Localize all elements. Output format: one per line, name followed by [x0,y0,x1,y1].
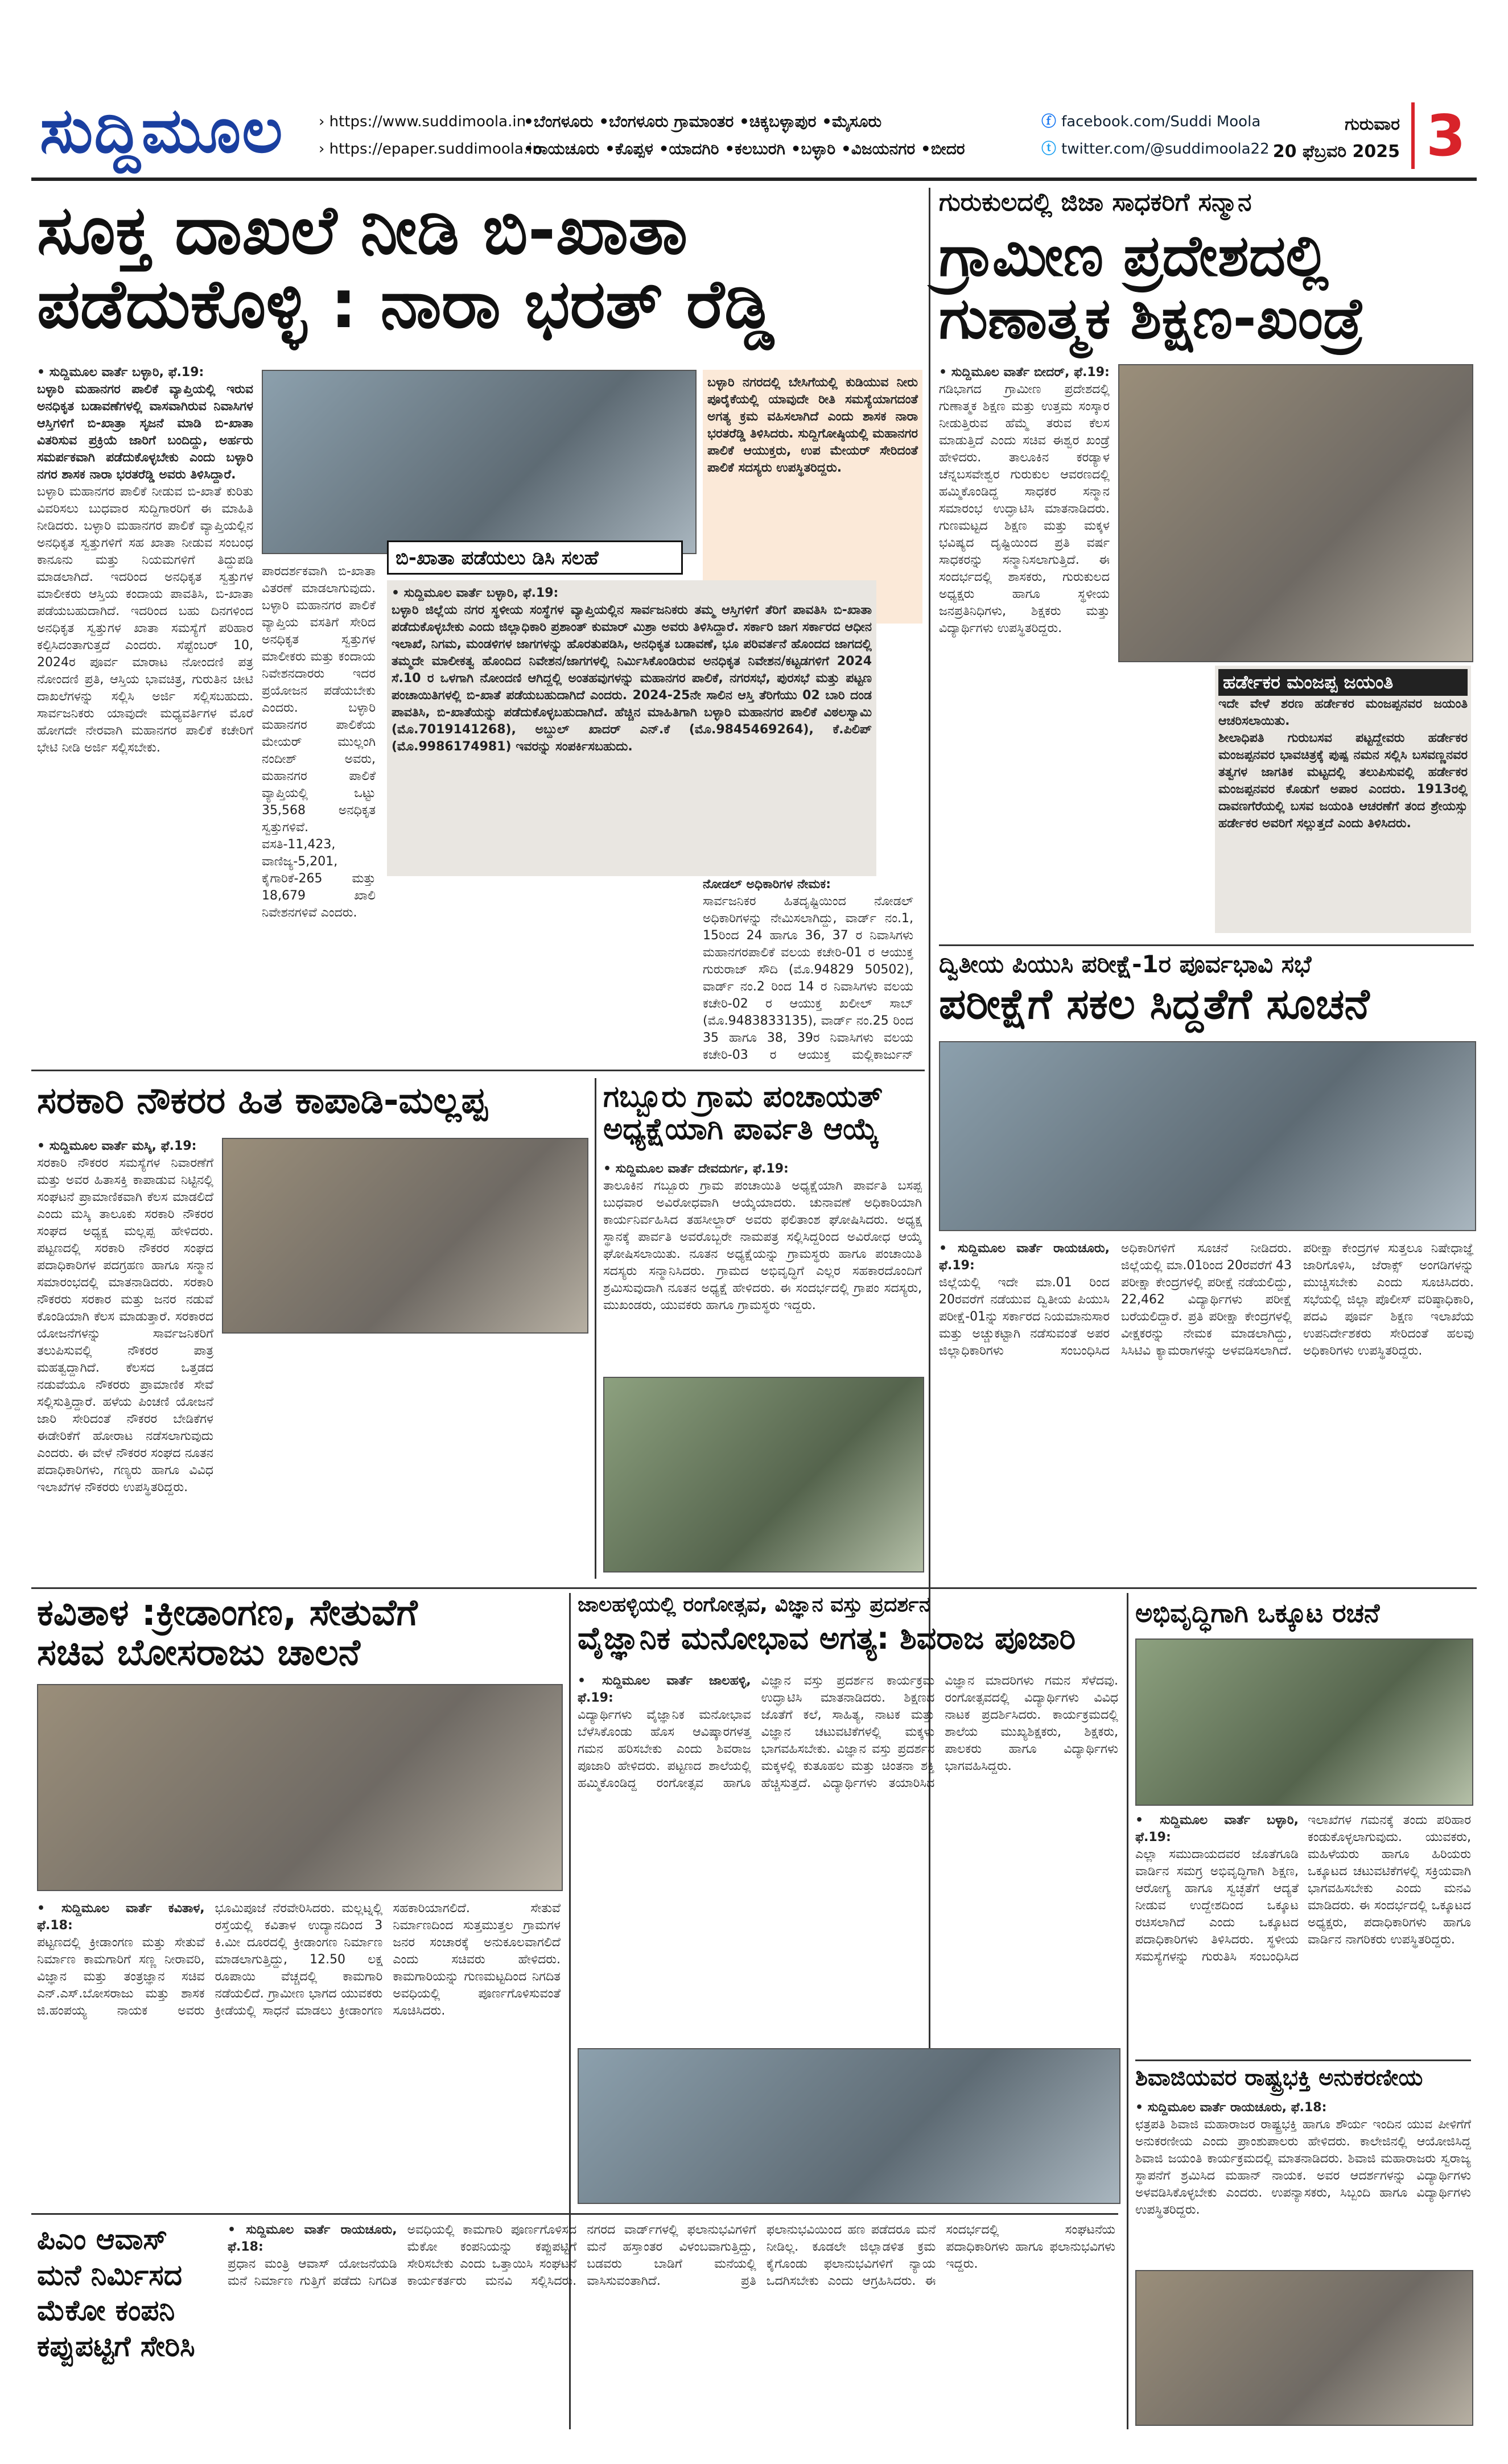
lead-headline-line-2: ಪಡೆದುಕೊಳ್ಳಿ : ನಾರಾ ಭರತ್ ರೆಡ್ಡಿ [37,264,774,343]
puc-body-text: ಜಿಲ್ಲೆಯಲ್ಲಿ ಇದೇ ಮಾ.01 ರಿಂದ 20ರವರೆಗೆ ನಡೆಯುವ ದ್ವಿತೀಯ ಪಿಯುಸಿ ಪರೀಕ್ಷೆ-01ನ್ನು ಸರ್ಕಾರದ ನಿಯಮಾನುಸಾರ ಮತ್ತು ಅಚ್ಚುಕಟ್ಟಾಗಿ ನಡೆಸುವಂತೆ ಅಪರ ಜಿಲ್ಲಾಧಿಕಾರಿಗಳು ಸಂಬಂಧಿಸಿದ ಅಧಿಕಾರಿಗಳಿಗೆ ಸೂಚನೆ ನೀಡಿದರು. ಜಿಲ್ಲೆಯಲ್ಲಿ ಮಾ.01ರಿಂದ 20ರವರೆಗೆ 43 ಪರೀಕ್ಷಾ ಕೇಂದ್ರಗಳಲ್ಲಿ ಪರೀಕ್ಷೆ ನಡೆಯಲಿದ್ದು, 22,462 ವಿದ್ಯಾರ್ಥಿಗಳು ಪರೀಕ್ಷೆ ಬರೆಯಲಿದ್ದಾರೆ. ಪ್ರತಿ ಪರೀಕ್ಷಾ ಕೇಂದ್ರಗಳಲ್ಲಿ ವೀಕ್ಷಕರನ್ನು ನೇಮಕ ಮಾಡಲಾಗಿದ್ದು, ಸಿಸಿಟಿವಿ ಕ್ಯಾಮರಾಗಳನ್ನು ಅಳವಡಿಸಲಾಗಿದೆ. ಪರೀಕ್ಷಾ ಕೇಂದ್ರಗಳ ಸುತ್ತಲೂ ನಿಷೇಧಾಜ್ಞೆ ಜಾರಿಗೊಳಿಸಿ, ಜೆರಾಕ್ಸ್ ಅಂಗಡಿಗಳನ್ನು ಮುಚ್ಚಿಸಬೇಕು ಎಂದು ಸೂಚಿಸಿದರು. ಸಭೆಯಲ್ಲಿ ಜಿಲ್ಲಾ ಪೊಲೀಸ್ ವರಿಷ್ಠಾಧಿಕಾರಿ, ಪದವಿ ಪೂರ್ವ ಶಿಕ್ಷಣ ಇಲಾಖೆಯ ಉಪನಿರ್ದೇಶಕರು ಸೇರಿದಂತೆ ಹಲವು ಅಧಿಕಾರಿಗಳು ಉಪಸ್ಥಿತರಿದ್ದರು. [939,1241,1474,1358]
panchayat-photo [603,1377,924,1572]
puc-dateline: • ಸುದ್ದಿಮೂಲ ವಾರ್ತೆ ರಾಯಚೂರು, ಫೆ.19: [939,1241,1110,1273]
gurukula-photo [1118,364,1473,662]
gurukula-body [939,364,1110,933]
lead-intro: ಬಳ್ಳಾರಿ ಮಹಾನಗರ ಪಾಲಿಕೆ ವ್ಯಾಪ್ತಿಯಲ್ಲಿ ಇರುವ ಅನಧಿಕೃತ ಬಡಾವಣೆಗಳಲ್ಲಿ ವಾಸವಾಗಿರುವ ನಿವಾಸಿಗಳ ಆಸ್ತಿಗಳಿಗೆ ಬಿ-ಖಾತ್ರಾ ಸೃಜನೆ ಮಾಡಿ ಬಿ-ಖಾತಾ ವಿತರಿಸುವ ಪ್ರಕ್ರಿಯೆ ಜಾರಿಗೆ ಬಂದಿದ್ದು, ಅರ್ಹರು ಸಮರ್ಪಕವಾಗಿ ಪಡೆದುಕೊಳ್ಳಬೇಕು ಎಂದು ಬಳ್ಳಾರಿ ನಗರ ಶಾಸಕ ನಾರಾ ಭರತರೆಡ್ಡಿ ಅವರು ತಿಳಿಸಿದ್ದಾರೆ. [37,382,253,482]
panchayat-headline-line-2: ಅಧ್ಯಕ್ಷೆಯಾಗಿ ಪಾರ್ವತಿ ಆಯ್ಕೆ [603,1112,879,1147]
shivaji-body-text: ಛತ್ರಪತಿ ಶಿವಾಜಿ ಮಹಾರಾಜರ ರಾಷ್ಟ್ರಭಕ್ತಿ ಹಾಗೂ ಶೌರ್ಯ ಇಂದಿನ ಯುವ ಪೀಳಿಗೆಗೆ ಅನುಕರಣೀಯ ಎಂದು ಪ್ರಾಂಶುಪಾಲರು ಹೇಳಿದರು. ಕಾಲೇಜಿನಲ್ಲಿ ಆಯೋಜಿಸಿದ್ದ ಶಿವಾಜಿ ಜಯಂತಿ ಕಾರ್ಯಕ್ರಮದಲ್ಲಿ ಮಾತನಾಡಿದರು. ಶಿವಾಜಿ ಮಹಾರಾಜರು ಸ್ವರಾಜ್ಯ ಸ್ಥಾಪನೆಗೆ ಶ್ರಮಿಸಿದ ಮಹಾನ್ ನಾಯಕ. ಅವರ ಆದರ್ಶಗಳನ್ನು ವಿದ್ಯಾರ್ಥಿಗಳು ಅಳವಡಿಸಿಕೊಳ್ಳಬೇಕು ಎಂದರು. ಉಪನ್ಯಾಸಕರು, ಸಿಬ್ಬಂದಿ ಹಾಗೂ ವಿದ್ಯಾರ್ಥಿಗಳು ಉಪಸ್ಥಿತರಿದ್ದರು. [1135,2118,1471,2217]
lead-headline-line-1: ಸೂಕ್ತ ದಾಖಲೆ ನೀಡಿ ಬಿ-ಖಾತಾ [37,191,688,269]
science-body-text: ವಿದ್ಯಾರ್ಥಿಗಳು ವೈಜ್ಞಾನಿಕ ಮನೋಭಾವ ಬೆಳೆಸಿಕೊಂಡು ಹೊಸ ಆವಿಷ್ಕಾರಗಳತ್ತ ಗಮನ ಹರಿಸಬೇಕು ಎಂದು ಶಿವರಾಜ ಪೂಜಾರಿ ಹೇಳಿದರು. ಪಟ್ಟಣದ ಶಾಲೆಯಲ್ಲಿ ಹಮ್ಮಿಕೊಂಡಿದ್ದ ರಂಗೋತ್ಸವ ಹಾಗೂ ವಿಜ್ಞಾನ ವಸ್ತು ಪ್ರದರ್ಶನ ಕಾರ್ಯಕ್ರಮ ಉದ್ಘಾಟಿಸಿ ಮಾತನಾಡಿದರು. ಶಿಕ್ಷಣದ ಜೊತೆಗೆ ಕಲೆ, ಸಾಹಿತ್ಯ, ನಾಟಕ ಮತ್ತು ವಿಜ್ಞಾನ ಚಟುವಟಿಕೆಗಳಲ್ಲಿ ಮಕ್ಕಳು ಭಾಗವಹಿಸಬೇಕು. ವಿಜ್ಞಾನ ವಸ್ತು ಪ್ರದರ್ಶನ ಮಕ್ಕಳಲ್ಲಿ ಕುತೂಹಲ ಮತ್ತು ಚಿಂತನಾ ಶಕ್ತಿ ಹೆಚ್ಚಿಸುತ್ತದೆ. ವಿದ್ಯಾರ್ಥಿಗಳು ತಯಾರಿಸಿದ ವಿಜ್ಞಾನ ಮಾದರಿಗಳು ಗಮನ ಸೆಳೆದವು. ರಂಗೋತ್ಸವದಲ್ಲಿ ವಿದ್ಯಾರ್ಥಿಗಳು ವಿವಿಧ ನಾಟಕ ಪ್ರದರ್ಶಿಸಿದರು. ಕಾರ್ಯಕ್ರಮದಲ್ಲಿ ಶಾಲೆಯ ಮುಖ್ಯಶಿಕ್ಷಕರು, ಶಿಕ್ಷಕರು, ಪಾಲಕರು ಹಾಗೂ ವಿದ್ಯಾರ್ಥಿಗಳು ಭಾಗವಹಿಸಿದ್ದರು. [578,1674,1118,1790]
gurukula-headline-line-2: ಗುಣಾತ್ಮಕ ಶಿಕ್ಷಣ-ಖಂಡ್ರೆ [939,285,1365,352]
kavital-headline-line-1: ಕವಿತಾಳ :ಕ್ರೀಡಾಂಗಣ, ಸೇತುವೆಗೆ [37,1592,418,1634]
govt-dateline: • ಸುದ್ದಿಮೂಲ ವಾರ್ತೆ ಮಸ್ಕಿ, ಫೆ.19: [37,1139,197,1153]
panchayat-body [603,1161,922,1365]
govt-photo [222,1138,588,1334]
lead-column-2 [262,563,376,1064]
pm-awas-body [228,2222,1115,2438]
lead-body-3: ಬಳ್ಳಾರಿ ನಗರದಲ್ಲಿ ಬೇಸಿಗೆಯಲ್ಲಿ ಕುಡಿಯುವ ನೀರು ಪೂರೈಕೆಯಲ್ಲಿ ಯಾವುದೇ ರೀತಿ ಸಮಸ್ಯೆಯಾಗದಂತೆ ಅಗತ್ಯ ಕ್ರಮ ವಹಿಸಲಾಗಿದೆ ಎಂದು ಶಾಸಕ ನಾರಾ ಭರತರೆಡ್ಡಿ ತಿಳಿಸಿದರು. ಸುದ್ದಿಗೋಷ್ಠಿಯಲ್ಲಿ ಮಹಾನಗರ ಪಾಲಿಕೆ ಆಯುಕ್ತರು, ಉಪ ಮೇಯರ್ ಸೇರಿದಂತೆ ಪಾಲಿಕೆ ಸದಸ್ಯರು ಉಪಸ್ಥಿತರಿದ್ದರು. [707,375,918,475]
development-body [1135,1812,1471,2051]
dc-dateline: • ಸುದ್ದಿಮೂಲ ವಾರ್ತೆ ಬಳ್ಳಾರಿ, ಫೆ.19: [392,586,559,600]
puc-headline: ಪರೀಕ್ಷೆಗೆ ಸಕಲ ಸಿದ್ದತೆಗೆ ಸೂಚನೆ [939,980,1370,1029]
puc-body [939,1240,1474,1582]
govt-rule [31,1070,925,1071]
masthead-links [319,108,542,163]
puc-rule [939,944,1474,946]
date-label: 20 ಫೆಬ್ರವರಿ 2025 [1272,142,1400,162]
development-dateline: • ಸುದ್ದಿಮೂಲ ವಾರ್ತೆ ಬಳ್ಳಾರಿ, ಫೆ.19: [1135,1813,1299,1844]
panchayat-divider [595,1078,596,1579]
science-photo [578,2048,1120,2204]
govt-headline: ಸರಕಾರಿ ನೌಕರರ ಹಿತ ಕಾಪಾಡಿ-ಮಲ್ಲಪ್ಪ [37,1080,488,1122]
date-block [1263,111,1400,166]
gurukula-side-intro: ಇದೇ ವೇಳೆ ಶರಣ ಹರ್ಡೇಕರ ಮಂಜಪ್ಪನವರ ಜಯಂತಿ ಆಚರಿಸಲಾಯಿತು. [1218,697,1468,728]
development-headline: ಅಭಿವೃದ್ಧಿಗಾಗಿ ಒಕ್ಕೂಟ ರಚನೆ [1135,1598,1380,1628]
facebook-link[interactable]: ⓕ facebook.com/Suddi Moola [1041,113,1261,130]
kavital-photo [37,1684,563,1891]
masthead-rule [31,178,1477,181]
shivaji-body [1135,2099,1471,2264]
gurukula-side-heading: ಹರ್ಡೇಕರ ಮಂಜಪ್ಪ ಜಯಂತಿ [1218,669,1468,696]
kavital-dateline: • ಸುದ್ದಿಮೂಲ ವಾರ್ತೆ ಕವಿತಾಳ, ಫೆ.18: [37,1901,205,1933]
cities-line-2: •ರಾಯಚೂರು •ಕೊಪ್ಪಳ •ಯಾದಗಿರಿ •ಕಲಬುರಗಿ •ಬಳ್ಳಾರಿ •ವಿಜಯನಗರ •ಬೀದರ [524,139,965,158]
cities-line-1: •ಬೆಂಗಳೂರು •ಬೆಂಗಳೂರು ಗ್ರಾಮಾಂತರ •ಚಿಕ್ಕಬಳ್ಳಾಪುರ •ಮೈಸೂರು [524,112,882,131]
shivaji-headline: ಶಿವಾಜಿಯವರ ರಾಷ್ಟ್ರಭಕ್ತಿ ಅನುಕರಣೀಯ [1135,2065,1423,2091]
dc-box [387,580,876,876]
masthead-cities [524,108,965,163]
panchayat-dateline: • ಸುದ್ದಿಮೂಲ ವಾರ್ತೆ ದೇವದುರ್ಗ, ಫೆ.19: [603,1162,789,1176]
website-link[interactable]: › https://www.suddimoola.in [319,113,526,130]
lead-column-1 [37,364,253,1064]
twitter-icon: ⓣ [1041,141,1062,158]
science-headline: ವೈಜ್ಞಾನಿಕ ಮನೋಭಾವ ಅಗತ್ಯ: ಶಿವರಾಜ ಪೂಜಾರಿ [578,1620,1076,1656]
gurukula-side-box [1215,666,1471,933]
puc-photo [939,1041,1476,1231]
gurukula-side-body: ಶೀಲಾಧಿಪತಿ ಗುರುಬಸವ ಪಟ್ಟದ್ದೇವರು ಹರ್ಡೇಕರ ಮಂಜಪ್ಪನವರ ಭಾವಚಿತ್ರಕ್ಕೆ ಪುಷ್ಪ ನಮನ ಸಲ್ಲಿಸಿ ಬಸವಣ್ಣನವರ ತತ್ವಗಳ ಜಾಗತಿಕ ಮಟ್ಟದಲ್ಲಿ ತಲುಪಿಸುವಲ್ಲಿ ಹರ್ಡೇಕರ ಮಂಜಪ್ಪನವರ ಕೊಡುಗೆ ಅಪಾರ ಎಂದರು. 1913ರಲ್ಲಿ ದಾವಣಗೆರೆಯಲ್ಲಿ ಬಸವ ಜಯಂತಿ ಆಚರಣೆಗೆ ತಂದ ಶ್ರೇಯಸ್ಸು ಹರ್ಡೇಕರ ಅವರಿಗೆ ಸಲ್ಲುತ್ತದೆ ಎಂದು ತಿಳಿಸಿದರು. [1218,731,1468,831]
facebook-icon: ⓕ [1041,113,1062,130]
twitter-link[interactable]: ⓣ twitter.com/@suddimoola22 [1041,141,1270,158]
shivaji-photo [1135,2270,1473,2426]
development-photo [1135,1638,1473,1806]
nodal-officers [703,876,913,1064]
science-kicker: ಜಾಲಹಳ್ಳಿಯಲ್ಲಿ ರಂಗೋತ್ಸವ, ವಿಜ್ಞಾನ ವಸ್ತು ಪ್ರದರ್ಶನ [578,1593,930,1616]
panchayat-headline [603,1081,922,1146]
lead-headline [37,193,925,341]
science-dateline: • ಸುದ್ದಿಮೂಲ ವಾರ್ತೆ ಜಾಲಹಳ್ಳಿ, ಫೆ.19: [578,1674,751,1705]
shivaji-rule [1135,2059,1471,2061]
panchayat-body-text: ತಾಲೂಕಿನ ಗಬ್ಬೂರು ಗ್ರಾಮ ಪಂಚಾಯಿತಿ ಅಧ್ಯಕ್ಷೆಯಾಗಿ ಪಾರ್ವತಿ ಬಸಪ್ಪ ಬುಧವಾರ ಅವಿರೋಧವಾಗಿ ಆಯ್ಕೆಯಾದರು. ಚುನಾವಣೆ ಅಧಿಕಾರಿಯಾಗಿ ಕಾರ್ಯನಿರ್ವಹಿಸಿದ ತಹಸೀಲ್ದಾರ್ ಅವರು ಫಲಿತಾಂಶ ಘೋಷಿಸಿದರು. ಅಧ್ಯಕ್ಷ ಸ್ಥಾನಕ್ಕೆ ಪಾರ್ವತಿ ಅವರೊಬ್ಬರೇ ನಾಮಪತ್ರ ಸಲ್ಲಿಸಿದ್ದರಿಂದ ಅವಿರೋಧ ಆಯ್ಕೆ ಘೋಷಿಸಲಾಯಿತು. ನೂತನ ಅಧ್ಯಕ್ಷೆಯನ್ನು ಗ್ರಾಮಸ್ಥರು ಹಾಗೂ ಪಂಚಾಯಿತಿ ಸದಸ್ಯರು ಸನ್ಮಾನಿಸಿದರು. ಗ್ರಾಮದ ಅಭಿವೃದ್ಧಿಗೆ ಎಲ್ಲರ ಸಹಕಾರದೊಂದಿಗೆ ಶ್ರಮಿಸುವುದಾಗಿ ನೂತನ ಅಧ್ಯಕ್ಷೆ ಹೇಳಿದರು. ಈ ಸಂದರ್ಭದಲ್ಲಿ ಗ್ರಾಪಂ ಸದಸ್ಯರು, ಮುಖಂಡರು, ಯುವಕರು ಹಾಗೂ ಗ್ರಾಮಸ್ಥರು ಇದ್ದರು. [603,1179,922,1313]
lead-body-1: ಬಳ್ಳಾರಿ ಮಹಾನಗರ ಪಾಲಿಕೆ ನೀಡುವ ಬಿ-ಖಾತೆ ಕುರಿತು ವಿವರಿಸಲು ಬುಧವಾರ ಸುದ್ದಿಗಾರರಿಗೆ ಈ ಮಾಹಿತಿ ನೀಡಿದರು. ಬಳ್ಳಾರಿ ಮಹಾನಗರ ಪಾಲಿಕೆ ವ್ಯಾಪ್ತಿಯಲ್ಲಿನ ಅನಧಿಕೃತ ಸ್ವತ್ತುಗಳಿಗೆ ಸಹ ಖಾತಾ ನೀಡುವ ಸಂಬಂಧ ಕಾನೂನು ಮತ್ತು ನಿಯಮಗಳಿಗೆ ತಿದ್ದುಪಡಿ ಮಾಡಲಾಗಿದೆ. ಇದರಿಂದ ಅನಧಿಕೃತ ಸ್ವತ್ತುಗಳ ಮಾಲೀಕರು ಆಸ್ತಿಯ ಕಂದಾಯ ಪಾವತಿಸಿ, ಬಿ-ಖಾತಾ ಪಡೆಯಬಹುದಾಗಿದೆ. ಇದರಿಂದ ಬಹು ದಿನಗಳಿಂದ ಅನಧಿಕೃತ ಸ್ವತ್ತುಗಳ ಖಾತಾ ಸಮಸ್ಯೆಗೆ ಪರಿಹಾರ ಕಲ್ಪಿಸಿದಂತಾಗುತ್ತದೆ ಎಂದರು. ಸೆಪ್ಟೆಂಬರ್ 10, 2024ರ ಪೂರ್ವ ಮಾರಾಟ ನೋಂದಣಿ ಪತ್ರ ನೋಂದಣಿ ಪ್ರತಿ, ಆಸ್ತಿಯ ಭಾವಚಿತ್ರ, ಗುರುತಿನ ಚೀಟಿ ದಾಖಲೆಗಳನ್ನು ಸಲ್ಲಿಸಿ ಅರ್ಜಿ ಸಲ್ಲಿಸಬಹುದು. ಸಾರ್ವಜನಿಕರು ಯಾವುದೇ ಮಧ್ಯವರ್ತಿಗಳ ಮೊರೆ ಹೋಗದೇ ನೇರವಾಗಿ ಮಹಾನಗರ ಪಾಲಿಕೆ ಕಚೇರಿಗೆ ಭೇಟಿ ನೀಡಿ ಅರ್ಜಿ ಸಲ್ಲಿಸಬೇಕು. [37,485,253,755]
kavital-headline [37,1593,561,1673]
govt-body-text: ಸರಕಾರಿ ನೌಕರರ ಸಮಸ್ಯೆಗಳ ನಿವಾರಣೆಗೆ ಮತ್ತು ಅವರ ಹಿತಾಸಕ್ತಿ ಕಾಪಾಡುವ ನಿಟ್ಟಿನಲ್ಲಿ ಸಂಘಟನೆ ಪ್ರಾಮಾಣಿಕವಾಗಿ ಕೆಲಸ ಮಾಡಲಿದೆ ಎಂದು ಮಸ್ಕಿ ತಾಲೂಕು ಸರಕಾರಿ ನೌಕರರ ಸಂಘದ ಅಧ್ಯಕ್ಷ ಮಲ್ಲಪ್ಪ ಹೇಳಿದರು. ಪಟ್ಟಣದಲ್ಲಿ ಸರಕಾರಿ ನೌಕರರ ಸಂಘದ ಪದಾಧಿಕಾರಿಗಳ ಪದಗ್ರಹಣ ಹಾಗೂ ಸನ್ಮಾನ ಸಮಾರಂಭದಲ್ಲಿ ಮಾತನಾಡಿದರು. ಸರಕಾರಿ ನೌಕರರು ಸರಕಾರ ಮತ್ತು ಜನರ ನಡುವೆ ಕೊಂಡಿಯಾಗಿ ಕೆಲಸ ಮಾಡುತ್ತಾರೆ. ಸರಕಾರದ ಯೋಜನೆಗಳನ್ನು ಸಾರ್ವಜನಿಕರಿಗೆ ತಲುಪಿಸುವಲ್ಲಿ ನೌಕರರ ಪಾತ್ರ ಮಹತ್ವದ್ದಾಗಿದೆ. ಕೆಲಸದ ಒತ್ತಡದ ನಡುವೆಯೂ ನೌಕರರು ಪ್ರಾಮಾಣಿಕ ಸೇವೆ ಸಲ್ಲಿಸುತ್ತಿದ್ದಾರೆ. ಹಳೆಯ ಪಿಂಚಣಿ ಯೋಜನೆ ಜಾರಿ ಸೇರಿದಂತೆ ನೌಕರರ ಬೇಡಿಕೆಗಳ ಈಡೇರಿಕೆಗೆ ಹೋರಾಟ ನಡೆಸಲಾಗುವುದು ಎಂದರು. ಈ ವೇಳೆ ನೌಕರರ ಸಂಘದ ನೂತನ ಪದಾಧಿಕಾರಿಗಳು, ಗಣ್ಯರು ಹಾಗೂ ವಿವಿಧ ಇಲಾಖೆಗಳ ನೌಕರರು ಉಪಸ್ಥಿತರಿದ್ದರು. [37,1156,213,1495]
development-divider [1127,1593,1128,2429]
govt-body [37,1138,213,1582]
social-links [1041,108,1270,163]
nodal-body: ಸಾರ್ವಜನಿಕರ ಹಿತದೃಷ್ಟಿಯಿಂದ ನೋಡಲ್ ಅಧಿಕಾರಿಗಳನ್ನು ನೇಮಿಸಲಾಗಿದ್ದು, ವಾರ್ಡ್ ನಂ.1, 15ರಿಂದ 24 ಹಾಗೂ 36, 37 ರ ನಿವಾಸಿಗಳು ಮಹಾನಗರಪಾಲಿಕೆ ವಲಯ ಕಚೇರಿ-01 ರ ಆಯುಕ್ತ ಗುರುರಾಜ್ ಸೌದಿ (ಮೊ.94829 50502), ವಾರ್ಡ್ ನಂ.2 ರಿಂದ 14 ರ ನಿವಾಸಿಗಳು ವಲಯ ಕಚೇರಿ-02 ರ ಆಯುಕ್ತ ಖಲೀಲ್ ಸಾಬ್ (ಮೊ.9483833135), ವಾರ್ಡ್ ನಂ.25 ರಿಂದ 35 ಹಾಗೂ 38, 39ರ ನಿವಾಸಿಗಳು ವಲಯ ಕಚೇರಿ-03 ರ ಆಯುಕ್ತ ಮಲ್ಲಿಕಾರ್ಜುನ್ [703,894,913,1062]
gurukula-kicker: ಗುರುಕುಲದಲ್ಲಿ ಜಿಜಾ ಸಾಧಕರಿಗೆ ಸನ್ಮಾನ [939,188,1252,217]
kavital-headline-line-2: ಸಚಿವ ಬೋಸರಾಜು ಚಾಲನೆ [37,1632,360,1674]
science-body [578,1673,1118,2037]
shivaji-dateline: • ಸುದ್ದಿಮೂಲ ವಾರ್ತೆ ರಾಯಚೂರು, ಫೆ.18: [1135,2100,1327,2115]
gurukula-body-text: ಗಡಿಭಾಗದ ಗ್ರಾಮೀಣ ಪ್ರದೇಶದಲ್ಲಿ ಗುಣಾತ್ಮಕ ಶಿಕ್ಷಣ ಮತ್ತು ಉತ್ತಮ ಸಂಸ್ಕಾರ ನೀಡುತ್ತಿರುವ ಹೆಮ್ಮೆ ತರುವ ಕೆಲಸ ಮಾಡುತ್ತಿದೆ ಎಂದು ಸಚಿವ ಈಶ್ವರ ಖಂಡ್ರೆ ಹೇಳಿದರು. ತಾಲೂಕಿನ ಕರಡ್ಯಾಳ ಚೆನ್ನಬಸವೇಶ್ವರ ಗುರುಕುಲ ಆವರಣದಲ್ಲಿ ಹಮ್ಮಿಕೊಂಡಿದ್ದ ಸಾಧಕರ ಸನ್ಮಾನ ಸಮಾರಂಭ ಉದ್ಘಾಟಿಸಿ ಮಾತನಾಡಿದರು. ಗುಣಮಟ್ಟದ ಶಿಕ್ಷಣ ಮತ್ತು ಮಕ್ಕಳ ಭವಿಷ್ಯದ ದೃಷ್ಟಿಯಿಂದ ಪ್ರತಿ ವರ್ಷ ಸಾಧಕರನ್ನು ಸನ್ಮಾನಿಸಲಾಗುತ್ತಿದೆ. ಈ ಸಂದರ್ಭದಲ್ಲಿ ಶಾಸಕರು, ಗುರುಕುಲದ ಅಧ್ಯಕ್ಷರು ಹಾಗೂ ಸ್ಥಳೀಯ ಜನಪ್ರತಿನಿಧಿಗಳು, ಶಿಕ್ಷಕರು ಮತ್ತು ವಿದ್ಯಾರ್ಥಿಗಳು ಉಪಸ್ಥಿತರಿದ್ದರು. [939,382,1110,635]
lead-dateline: • ಸುದ್ದಿಮೂಲ ವಾರ್ತೆ ಬಳ್ಳಾರಿ, ಫೆ.19: [37,365,204,379]
kavital-body-text: ಪಟ್ಟಣದಲ್ಲಿ ಕ್ರೀಡಾಂಗಣ ಮತ್ತು ಸೇತುವೆ ನಿರ್ಮಾಣ ಕಾಮಗಾರಿಗೆ ಸಣ್ಣ ನೀರಾವರಿ, ವಿಜ್ಞಾನ ಮತ್ತು ತಂತ್ರಜ್ಞಾನ ಸಚಿವ ಎನ್.ಎಸ್.ಬೋಸರಾಜು ಮತ್ತು ಶಾಸಕ ಜಿ.ಹಂಪಯ್ಯ ನಾಯಕ ಅವರು ಭೂಮಿಪೂಜೆ ನೆರವೇರಿಸಿದರು. ಮಲ್ಲಟ್ನಲ್ಲಿ ರಸ್ತೆಯಲ್ಲಿ ಕವಿತಾಳ ಉದ್ಯಾನದಿಂದ 3 ಕಿ.ಮೀ ದೂರದಲ್ಲಿ ಕ್ರೀಡಾಂಗಣ ನಿರ್ಮಾಣ ಮಾಡಲಾಗುತ್ತಿದ್ದು, 12.50 ಲಕ್ಷ ರೂಪಾಯಿ ವೆಚ್ಚದಲ್ಲಿ ಕಾಮಗಾರಿ ನಡೆಯಲಿದೆ. ಗ್ರಾಮೀಣ ಭಾಗದ ಯುವಕರು ಕ್ರೀಡೆಯಲ್ಲಿ ಸಾಧನೆ ಮಾಡಲು ಕ್ರೀಡಾಂಗಣ ಸಹಕಾರಿಯಾಗಲಿದೆ. ಸೇತುವೆ ನಿರ್ಮಾಣದಿಂದ ಸುತ್ತಮುತ್ತಲ ಗ್ರಾಮಗಳ ಜನರ ಸಂಚಾರಕ್ಕೆ ಅನುಕೂಲವಾಗಲಿದೆ ಎಂದು ಸಚಿವರು ಹೇಳಿದರು. ಕಾಮಗಾರಿಯನ್ನು ಗುಣಮಟ್ಟದಿಂದ ನಿಗದಿತ ಅವಧಿಯಲ್ಲಿ ಪೂರ್ಣಗೊಳಿಸುವಂತೆ ಸೂಚಿಸಿದರು. [37,1901,561,2018]
gurukula-headline-line-1: ಗ್ರಾಮೀಣ ಪ್ರದೇಶದಲ್ಲಿ [939,222,1329,289]
kavital-body [37,1900,561,2202]
masthead-logo: ಸುದ್ದಿಮೂಲ [40,94,284,167]
nodal-heading: ನೋಡಲ್ ಅಧಿಕಾರಿಗಳ ನೇಮಕ: [703,877,831,892]
pm-awas-rule [31,2213,1118,2215]
puc-kicker: ದ್ವಿತೀಯ ಪಿಯುಸಿ ಪರೀಕ್ಷೆ-1ರ ಪೂರ್ವಭಾವಿ ಸಭೆ [939,950,1312,978]
development-body-text: ಎಲ್ಲಾ ಸಮುದಾಯದವರ ಜೊತೆಗೂಡಿ ವಾರ್ಡಿನ ಸಮಗ್ರ ಅಭಿವೃದ್ಧಿಗಾಗಿ ಶಿಕ್ಷಣ, ಆರೋಗ್ಯ ಹಾಗೂ ಸ್ವಚ್ಛತೆಗೆ ಆದ್ಯತೆ ನೀಡುವ ಉದ್ದೇಶದಿಂದ ಒಕ್ಕೂಟ ರಚಿಸಲಾಗಿದೆ ಎಂದು ಒಕ್ಕೂಟದ ಪದಾಧಿಕಾರಿಗಳು ತಿಳಿಸಿದರು. ಸ್ಥಳೀಯ ಸಮಸ್ಯೆಗಳನ್ನು ಗುರುತಿಸಿ ಸಂಬಂಧಿಸಿದ ಇಲಾಖೆಗಳ ಗಮನಕ್ಕೆ ತಂದು ಪರಿಹಾರ ಕಂಡುಕೊಳ್ಳಲಾಗುವುದು. ಯುವಕರು, ಮಹಿಳೆಯರು ಹಾಗೂ ಹಿರಿಯರು ಒಕ್ಕೂಟದ ಚಟುವಟಿಕೆಗಳಲ್ಲಿ ಸಕ್ರಿಯವಾಗಿ ಭಾಗವಹಿಸಬೇಕು ಎಂದು ಮನವಿ ಮಾಡಿದರು. ಈ ಸಂದರ್ಭದಲ್ಲಿ ಒಕ್ಕೂಟದ ಅಧ್ಯಕ್ಷರು, ಪದಾಧಿಕಾರಿಗಳು ಹಾಗೂ ವಾರ್ಡಿನ ನಾಗರಿಕರು ಉಪಸ್ಥಿತರಿದ್ದರು. [1135,1813,1471,1964]
pm-awas-dateline: • ಸುದ್ದಿಮೂಲ ವಾರ್ತೆ ರಾಯಚೂರು, ಫೆ.18: [228,2223,397,2254]
gurukula-headline [939,222,1474,352]
pm-awas-body-text: ಪ್ರಧಾನ ಮಂತ್ರಿ ಆವಾಸ್ ಯೋಜನೆಯಡಿ ಮನೆ ನಿರ್ಮಾಣ ಗುತ್ತಿಗೆ ಪಡೆದು ನಿಗದಿತ ಅವಧಿಯಲ್ಲಿ ಕಾಮಗಾರಿ ಪೂರ್ಣಗೊಳಿಸದ ಮೆಕೋ ಕಂಪನಿಯನ್ನು ಕಪ್ಪುಪಟ್ಟಿಗೆ ಸೇರಿಸಬೇಕು ಎಂದು ಒತ್ತಾಯಿಸಿ ಸಂಘಟನೆ ಕಾರ್ಯಕರ್ತರು ಮನವಿ ಸಲ್ಲಿಸಿದರು. ನಗರದ ವಾರ್ಡ್‌ಗಳಲ್ಲಿ ಫಲಾನುಭವಿಗಳಿಗೆ ಮನೆ ಹಸ್ತಾಂತರ ವಿಳಂಬವಾಗುತ್ತಿದ್ದು, ಬಡವರು ಬಾಡಿಗೆ ಮನೆಯಲ್ಲಿ ವಾಸಿಸುವಂತಾಗಿದೆ. ಪ್ರತಿ ಫಲಾನುಭವಿಯಿಂದ ಹಣ ಪಡೆದರೂ ಮನೆ ನೀಡಿಲ್ಲ. ಕೂಡಲೇ ಜಿಲ್ಲಾಡಳಿತ ಕ್ರಮ ಕೈಗೊಂಡು ಫಲಾನುಭವಿಗಳಿಗೆ ನ್ಯಾಯ ಒದಗಿಸಬೇಕು ಎಂದು ಆಗ್ರಹಿಸಿದರು. ಈ ಸಂದರ್ಭದಲ್ಲಿ ಸಂಘಟನೆಯ ಪದಾಧಿಕಾರಿಗಳು ಹಾಗೂ ಫಲಾನುಭವಿಗಳು ಇದ್ದರು. [228,2223,1115,2288]
page-number: 3 [1411,102,1466,169]
gurukula-dateline: • ಸುದ್ದಿಮೂಲ ವಾರ್ತೆ ಬೀದರ್, ಫೆ.19: [939,365,1110,379]
pm-awas-headline: ಪಿಎಂ ಆವಾಸ್ ಮನೆ ನಿರ್ಮಿಸದ ಮೆಕೋ ಕಂಪನಿ ಕಪ್ಪುಪಟ್ಟಿಗೆ ಸೇರಿಸಿ [37,2223,195,2363]
dc-box-heading: ಬಿ-ಖಾತಾ ಪಡೆಯಲು ಡಿಸಿ ಸಲಹೆ [387,540,683,575]
dc-body: ಬಳ್ಳಾರಿ ಜಿಲ್ಲೆಯ ನಗರ ಸ್ಥಳೀಯ ಸಂಸ್ಥೆಗಳ ವ್ಯಾಪ್ತಿಯಲ್ಲಿನ ಸಾರ್ವಜನಿಕರು ತಮ್ಮ ಆಸ್ತಿಗಳಿಗೆ ತೆರಿಗೆ ಪಾವತಿಸಿ ಬಿ-ಖಾತಾ ಪಡೆದುಕೊಳ್ಳಬೇಕು ಎಂದು ಜಿಲ್ಲಾಧಿಕಾರಿ ಪ್ರಶಾಂತ್ ಕುಮಾರ್ ಮಿಶ್ರಾ ಅವರು ತಿಳಿಸಿದ್ದಾರೆ. ಸರ್ಕಾರಿ ಜಾಗ ಸರ್ಕಾರದ ಆಧೀನ ಇಲಾಖೆ, ನಿಗಮ, ಮಂಡಳಿಗಳ ಜಾಗಗಳನ್ನು ಹೊರತುಪಡಿಸಿ, ಅನಧಿಕೃತ ಬಡಾವಣೆ, ಭೂ ಪರಿವರ್ತನೆ ಹೊಂದದ ಜಾಗದಲ್ಲಿ ತಮ್ಮದೇ ಮಾಲೀಕತ್ವ ಹೊಂದಿದ ನಿವೇಶನ/ಜಾಗಗಳಲ್ಲಿ ನಿರ್ಮಿಸಿಕೊಂಡಿರುವ ಅನಧಿಕೃತ ನಿವೇಶನ/ಕಟ್ಟಡಗಳಿಗೆ 2024 ಸೆ.10 ರ ಒಳಗಾಗಿ ನೋಂದಣಿ ಆಗಿದ್ದಲ್ಲಿ ಅಂತಹವುಗಳನ್ನು ಮಹಾನಗರ ಪಾಲಿಕೆ, ನಗರಸಭೆ, ಪುರಸಭೆ ಮತ್ತು ಪಟ್ಟಣ ಪಂಚಾಯಿತಿಗಳಲ್ಲಿ ಬಿ-ಖಾತೆ ಪಡೆಯಬಹುದಾಗಿದೆ ಎಂದರು. 2024-25ನೇ ಸಾಲಿನ ಆಸ್ತಿ ತೆರಿಗೆಯು 02 ಬಾರಿ ದಂಡ ಪಾವತಿಸಿ, ಬಿ-ಖಾತೆಯನ್ನು ಪಡೆದುಕೊಳ್ಳಬಹುದಾಗಿದೆ. ಹೆಚ್ಚಿನ ಮಾಹಿತಿಗಾಗಿ ಬಳ್ಳಾರಿ ಮಹಾನಗರ ಪಾಲಿಕೆ ವಿಠಲಸ್ವಾಮಿ (ಮೊ.7019141268), ಅಬ್ದುಲ್ ಖಾದರ್ ಎನ್.ಕೆ (ಮೊ.9845469264), ಕೆ.ಪಿಲಿಪ್ (ಮೊ.9986174981) ಇವರನ್ನು ಸಂಪರ್ಕಿಸಬಹುದು. [392,603,872,754]
lead-photo [262,370,697,554]
epaper-link[interactable]: › https://epaper.suddimoola.in [319,141,542,158]
day-label: ಗುರುವಾರ [1345,114,1400,134]
lower-rule [31,1587,1477,1589]
lead-body-2: ಪಾರದರ್ಶಕವಾಗಿ ಬಿ-ಖಾತಾ ವಿತರಣೆ ಮಾಡಲಾಗುವುದು. ಬಳ್ಳಾರಿ ಮಹಾನಗರ ಪಾಲಿಕೆ ವ್ಯಾಪ್ತಿಯ ವಸತಿಗೆ ಸೇರಿದ ಅನಧಿಕೃತ ಸ್ವತ್ತುಗಳ ಮಾಲೀಕರು ಮತ್ತು ಕಂದಾಯ ನಿವೇಶನದಾರರು ಇದರ ಪ್ರಯೋಜನ ಪಡೆಯಬೇಕು ಎಂದರು. ಬಳ್ಳಾರಿ ಮಹಾನಗರ ಪಾಲಿಕೆಯ ಮೇಯರ್ ಮುಲ್ಲಂಗಿ ನಂದೀಶ್ ಅವರು, ಮಹಾನಗರ ಪಾಲಿಕೆ ವ್ಯಾಪ್ತಿಯಲ್ಲಿ ಒಟ್ಟು 35,568 ಅನಧಿಕೃತ ಸ್ವತ್ತುಗಳಿವೆ. ವಸತಿ-11,423, ವಾಣಿಜ್ಯ-5,201, ಕೈಗಾರಿಕೆ-265 ಮತ್ತು 18,679 ಖಾಲಿ ನಿವೇಶನಗಳಿವೆ ಎಂದರು. [262,564,376,920]
panchayat-headline-line-1: ಗಬ್ಬೂರು ಗ್ರಾಮ ಪಂಚಾಯತ್ [603,1080,883,1114]
